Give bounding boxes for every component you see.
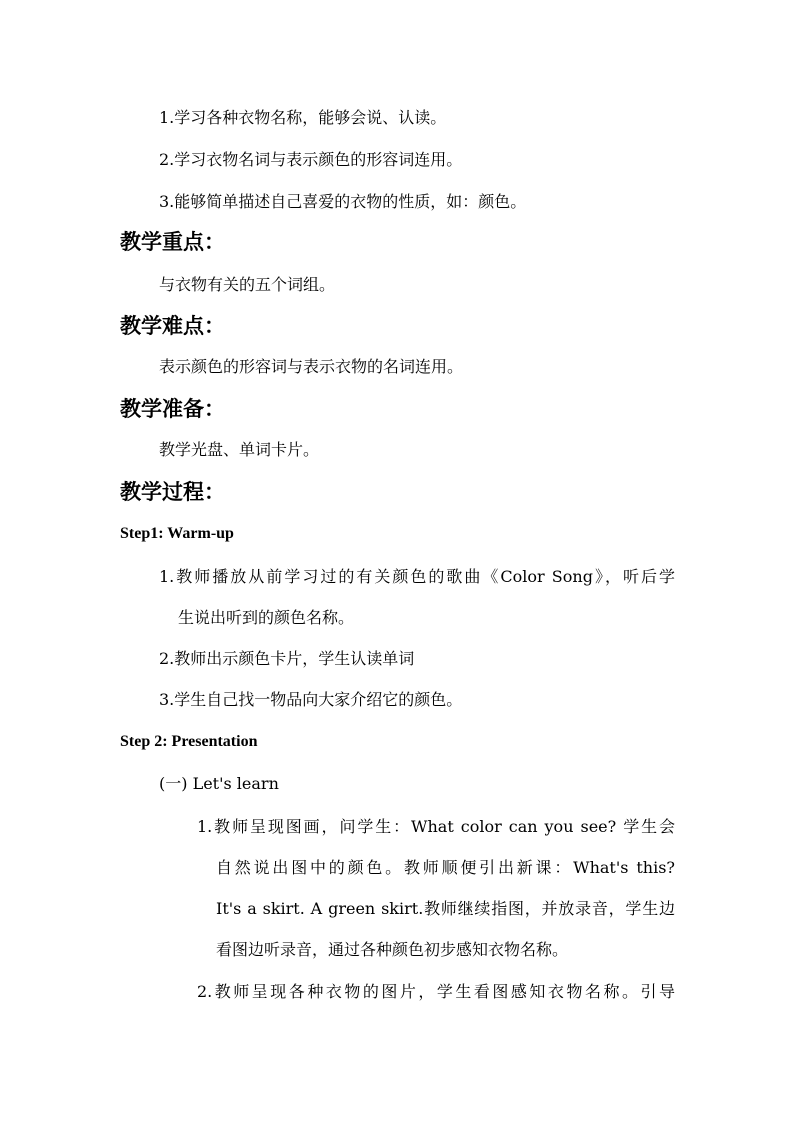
step1-item-3: 3.学生自己找一物品向大家介绍它的颜色。 bbox=[159, 690, 463, 709]
difficulties-heading: 教学难点： bbox=[120, 313, 225, 338]
preparation-heading: 教学准备： bbox=[120, 396, 225, 421]
objective-2: 2.学习衣物名词与表示颜色的形容词连用。 bbox=[159, 150, 463, 169]
difficulties-text: 表示颜色的形容词与表示衣物的名词连用。 bbox=[159, 357, 464, 376]
objective-1: 1.学习各种衣物名称，能够会说、认读。 bbox=[159, 108, 447, 127]
preparation-text: 教学光盘、单词卡片。 bbox=[159, 440, 320, 459]
key-points-heading: 教学重点： bbox=[120, 229, 225, 254]
step2-item-2: 2.教师呈现各种衣物的图片，学生看图感知衣物名称。引导 bbox=[197, 982, 675, 1001]
step1-item-2: 2.教师出示颜色卡片，学生认读单词 bbox=[159, 649, 415, 668]
step1-item-1-cont: 生说出听到的颜色名称。 bbox=[178, 608, 355, 627]
step2-title: Step 2: Presentation bbox=[120, 733, 258, 750]
process-heading: 教学过程： bbox=[120, 479, 225, 504]
step2-subheading: (一) Let's learn bbox=[159, 774, 279, 793]
key-points-text: 与衣物有关的五个词组。 bbox=[159, 275, 336, 294]
step2-item-1-cont-a: 自然说出图中的颜色。教师顺便引出新课：What's this? bbox=[216, 858, 675, 877]
step1-item-1: 1.教师播放从前学习过的有关颜色的歌曲《Color Song》，听后学 bbox=[159, 567, 675, 586]
step2-item-1-cont-b: It's a skirt. A green skirt.教师继续指图，并放录音，学生边 bbox=[216, 899, 675, 918]
step2-item-1: 1.教师呈现图画，问学生：What color can you see? 学生会 bbox=[197, 817, 675, 836]
step1-title: Step1: Warm-up bbox=[120, 525, 234, 542]
objective-3: 3.能够简单描述自己喜爱的衣物的性质，如：颜色。 bbox=[159, 192, 527, 211]
step2-item-1-cont-c: 看图边听录音，通过各种颜色初步感知衣物名称。 bbox=[216, 940, 569, 959]
